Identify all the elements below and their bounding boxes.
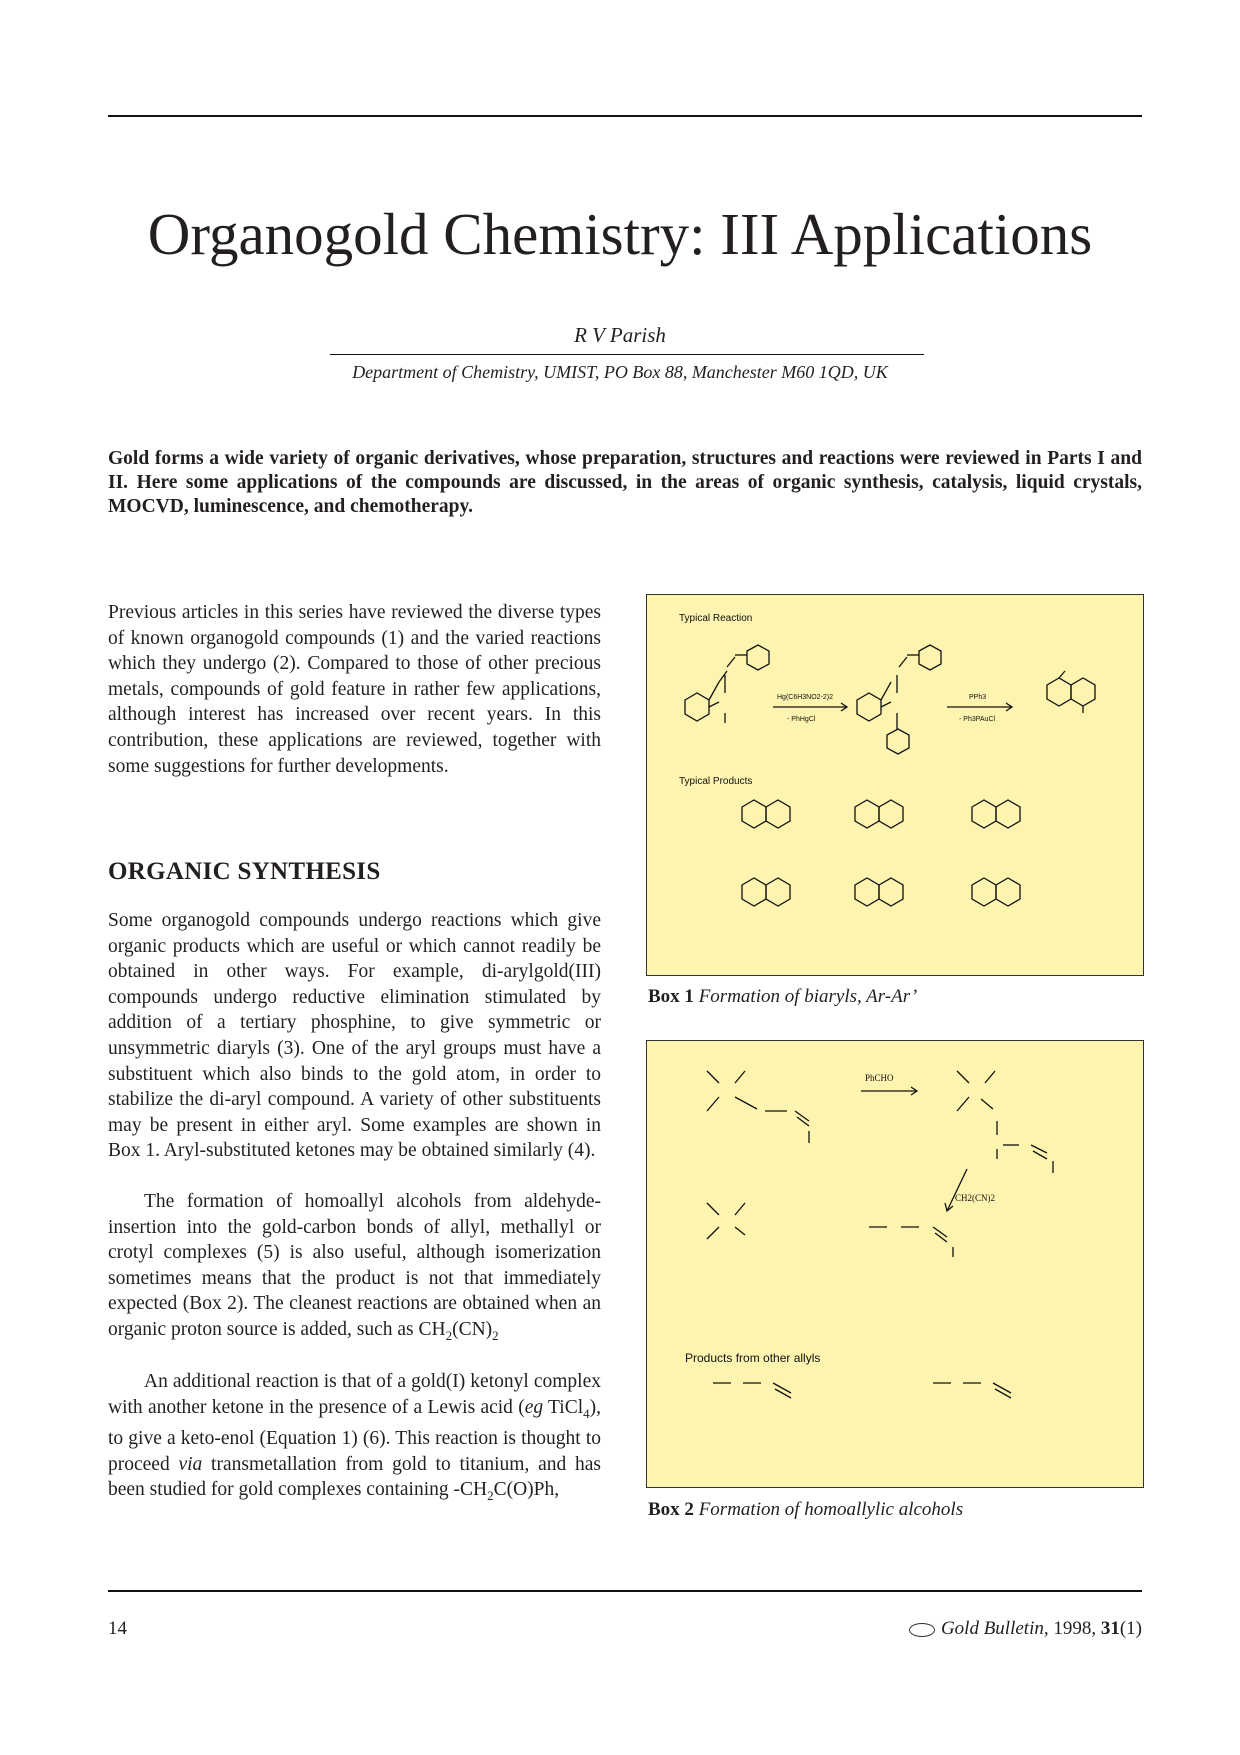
bond — [709, 702, 719, 707]
benzene-ring — [766, 800, 790, 828]
reagent-label: - Ph3PAuCl — [959, 716, 996, 723]
bond — [957, 1097, 969, 1111]
benzene-ring — [742, 800, 766, 828]
benzene-ring — [996, 878, 1020, 906]
reagent-label: CH2(CN)2 — [955, 1193, 995, 1203]
benzene-ring — [855, 800, 879, 828]
bond — [719, 671, 727, 682]
bond — [709, 682, 719, 700]
intro-paragraph: Previous articles in this series have reviewed the diverse types of known organogold compounds (1) and the varied reactions which they undergo (2). Compared to those of other precious metals, compounds of gold feature in rather few applications, although interest has increased over recent years. In this contribution, these applications are reviewed, together with some suggestions for further developments. — [108, 602, 601, 777]
benzene-ring — [857, 693, 881, 721]
reagent-label: - PhHgCl — [787, 716, 816, 723]
box-1-caption: Box 1 Formation of biaryls, Ar-Ar’ — [648, 986, 918, 1007]
box-2-scheme — [647, 1041, 1143, 1487]
bond — [985, 1071, 995, 1083]
bond — [899, 657, 907, 667]
bond — [735, 1203, 745, 1215]
bond — [995, 1389, 1011, 1398]
benzene-ring — [855, 878, 879, 906]
bond — [775, 1389, 791, 1398]
box-2-figure — [646, 1040, 1144, 1488]
bond — [935, 1233, 947, 1242]
top-rule — [108, 115, 1142, 117]
bond — [981, 1099, 993, 1109]
article-title: Organogold Chemistry: III Applications — [147, 201, 1093, 267]
synthesis-paragraph-2: The formation of homoallyl alcohols from aldehyde-insertion into the gold-carbon bonds of allyl, methallyl or crotyl complexes (5) is also useful, although isomerization sometimes means that the product is not that immediately expected (Box 2). The cleanest reactions are obtained when an organic proton source is added, such as $CH_2(CN)_2$ — [108, 1191, 601, 1343]
benzene-ring — [879, 878, 903, 906]
bond — [727, 657, 735, 667]
bond — [707, 1071, 719, 1083]
bond — [957, 1071, 969, 1083]
synthesis-paragraph-1: Some organogold compounds undergo reactions which give organic products which are useful or which cannot readily be obtained in other ways. For example, di-arylgold(III) compounds undergo reductive elimination stimulated by addition of a tertiary phosphine, to give symmetric or unsymmetric diaryls (3). One of the aryl groups must have a substituent which also binds to the gold atom, in order to stabilize the di-aryl compound. A variety of other substituents may be present in either aryl. Some examples are shown in Box 1. Aryl-substituted ketones may be obtained similarly (4). — [108, 910, 601, 1162]
page-number: 14 — [108, 1618, 127, 1639]
journal-citation: Gold Bulletin, 1998, 31(1) — [909, 1618, 1142, 1640]
bond — [993, 1383, 1011, 1393]
benzene-ring — [747, 645, 769, 670]
bottom-rule — [108, 1590, 1142, 1592]
reaction-arrow — [947, 1169, 967, 1211]
benzene-ring — [742, 878, 766, 906]
benzene-ring — [1071, 678, 1095, 706]
box-1-products-heading: Typical Products — [679, 776, 753, 787]
abstract: Gold forms a wide variety of organic derivatives, whose preparation, structures and reactions were reviewed in Parts I and II. Here some applications of the compounds are discussed, in the areas of organic synthesis, catalysis, liquid crystals, MOCVD, luminescence, and chemotherapy. — [108, 448, 1142, 517]
box-1-scheme — [647, 595, 1143, 975]
bond — [707, 1097, 719, 1111]
reagent-label: PhCHO — [865, 1073, 894, 1083]
box-2-subheading: Products from other allyls — [685, 1351, 821, 1365]
bond — [735, 1097, 757, 1109]
benzene-ring — [996, 800, 1020, 828]
benzene-ring — [972, 878, 996, 906]
box-1-figure — [646, 594, 1144, 976]
bond — [881, 682, 891, 700]
benzene-ring — [919, 645, 941, 670]
benzene-ring — [887, 729, 909, 754]
bond — [933, 1227, 947, 1237]
bond — [707, 1227, 719, 1239]
reagent-label: Hg(C6H3NO2-2)2 — [777, 694, 834, 701]
bond — [795, 1111, 809, 1121]
author-name: R V Parish — [574, 323, 666, 347]
bond — [707, 1203, 719, 1215]
bond — [735, 1071, 745, 1083]
author-affiliation: Department of Chemistry, UMIST, PO Box 88, Manchester M60 1QD, UK — [352, 362, 888, 382]
benzene-ring — [972, 800, 996, 828]
bond — [773, 1383, 791, 1393]
bond — [735, 1227, 745, 1235]
benzene-ring — [766, 878, 790, 906]
bond — [1059, 671, 1065, 678]
benzene-ring — [685, 693, 709, 721]
section-heading: ORGANIC SYNTHESIS — [108, 858, 381, 885]
journal-logo-icon — [909, 1623, 935, 1637]
benzene-ring — [879, 800, 903, 828]
synthesis-paragraph-3: An additional reaction is that of a gold(I) ketonyl complex with another ketone in the presence of a Lewis acid (eg TiCl$_4$), to give a keto-enol (Equation 1) (6). This reaction is thought to proceed via transmetallation from gold to titanium, and has been studied for gold complexes containing $-CH_2C(O)Ph$, — [108, 1371, 602, 1504]
reagent-label: PPh3 — [969, 694, 987, 701]
bond — [881, 702, 891, 707]
author-rule — [330, 354, 924, 355]
bond — [797, 1117, 809, 1126]
box-2-caption: Box 2 Formation of homoallylic alcohols — [648, 1499, 964, 1520]
benzene-ring — [1047, 678, 1071, 706]
box-1-heading: Typical Reaction — [679, 613, 753, 624]
